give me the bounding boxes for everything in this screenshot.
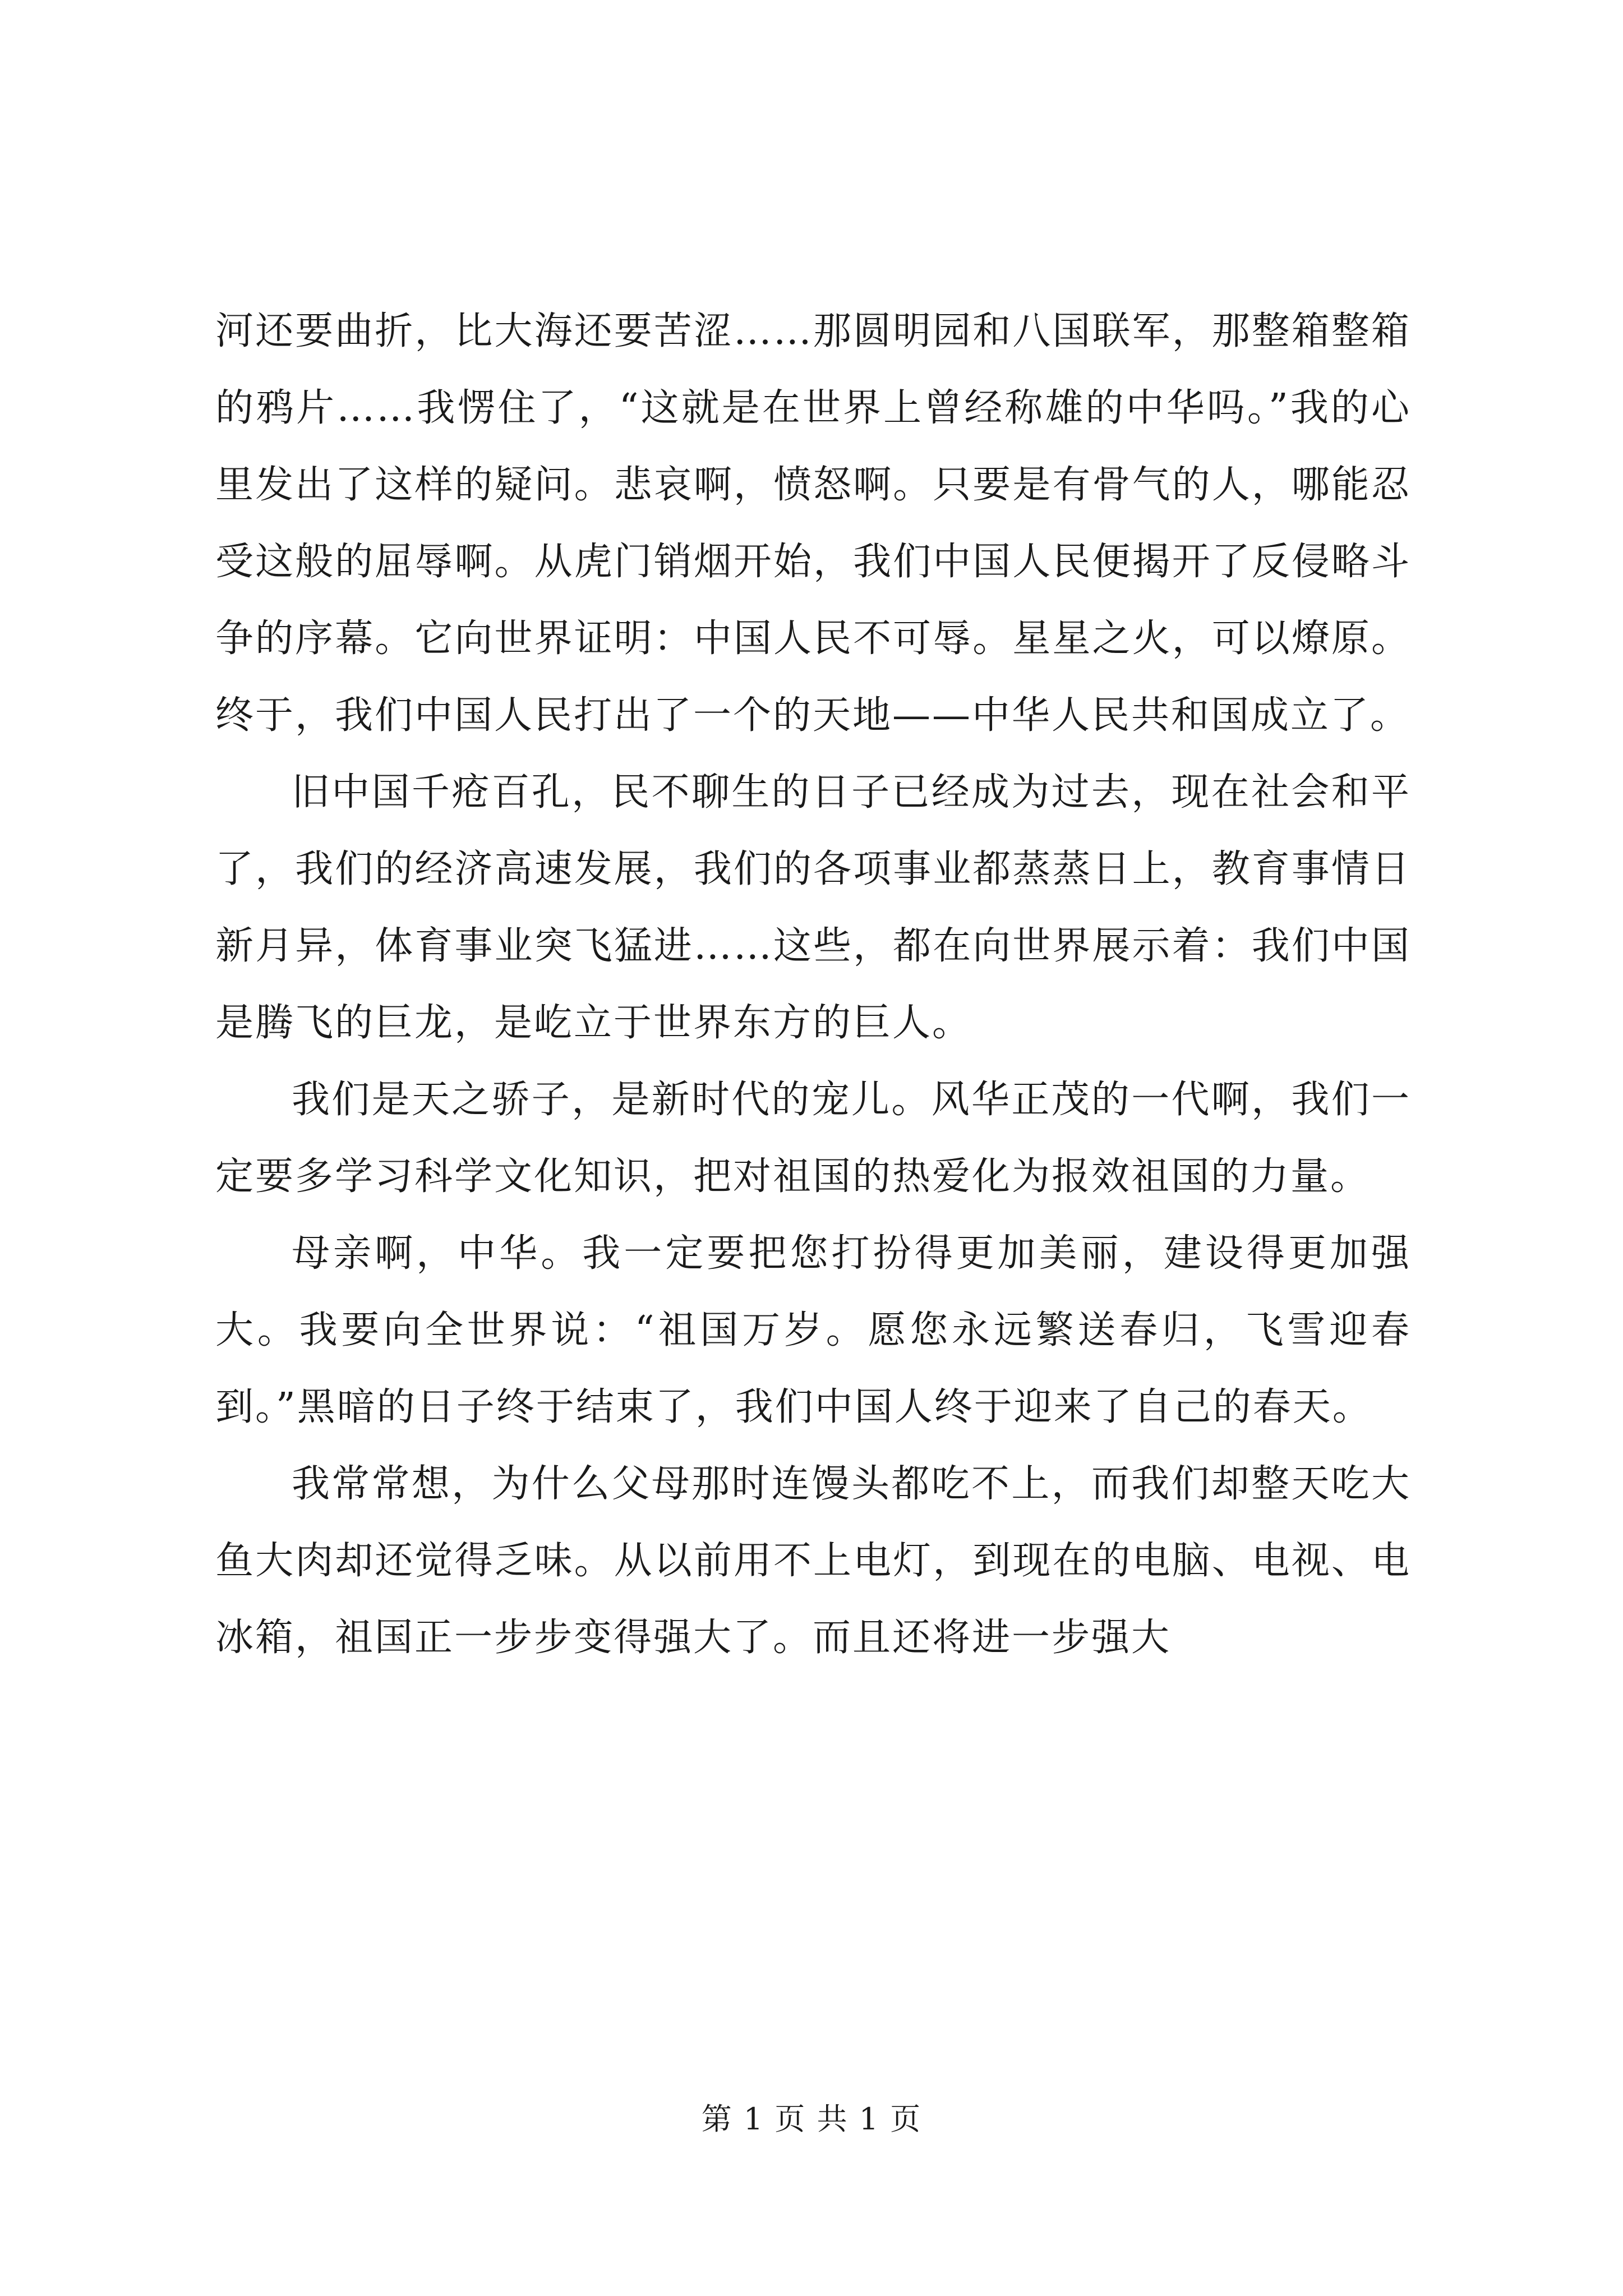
document-body [215, 293, 1411, 1676]
paragraph-3: 我们是天之骄子，是新时代的宠儿。风华正茂的一代啊，我们一定要多学习科学文化知识，把对祖国的热爱化为报效祖国的力量。 [215, 1078, 1411, 1199]
paragraph-2: 旧中国千疮百孔，民不聊生的日子已经成为过去，现在社会和平了，我们的经济高速发展，我们的各项事业都蒸蒸日上，教育事情日新月异，体育事业突飞猛进……这些，都在向世界展示着：我们中国是腾飞的巨龙，是屹立于世界东方的巨人。 [215, 770, 1411, 1045]
paragraph-5: 我常常想，为什么父母那时连馒头都吃不上，而我们却整天吃大鱼大肉却还觉得乏味。从以前用不上电灯，到现在的电脑、电视、电冰箱，祖国正一步步变得强大了。而且还将进一步强大 [215, 1462, 1411, 1660]
paragraph-1: 河还要曲折，比大海还要苦涩……那圆明园和八国联军，那整箱整箱的鸦片……我愣住了，“这就是在世界上曾经称雄的中华吗。”我的心里发出了这样的疑问。悲哀啊，愤怒啊。只要是有骨气的人，哪能忍受这般的屈辱啊。从虎门销烟开始，我们中国人民便揭开了反侵略斗争的序幕。它向世界证明：中国人民不可辱。星星之火，可以燎原。终于，我们中国人民打出了一个的天地——中华人民共和国成立了。 [215, 309, 1411, 738]
page-number-footer: 第 1 页 共 1 页 [701, 2101, 922, 2137]
paragraph-4: 母亲啊，中华。我一定要把您打扮得更加美丽，建设得更加强大。我要向全世界说：“祖国万岁。愿您永远繁送春归，飞雪迎春到。”黑暗的日子终于结束了，我们中国人终于迎来了自己的春天。 [215, 1231, 1411, 1429]
